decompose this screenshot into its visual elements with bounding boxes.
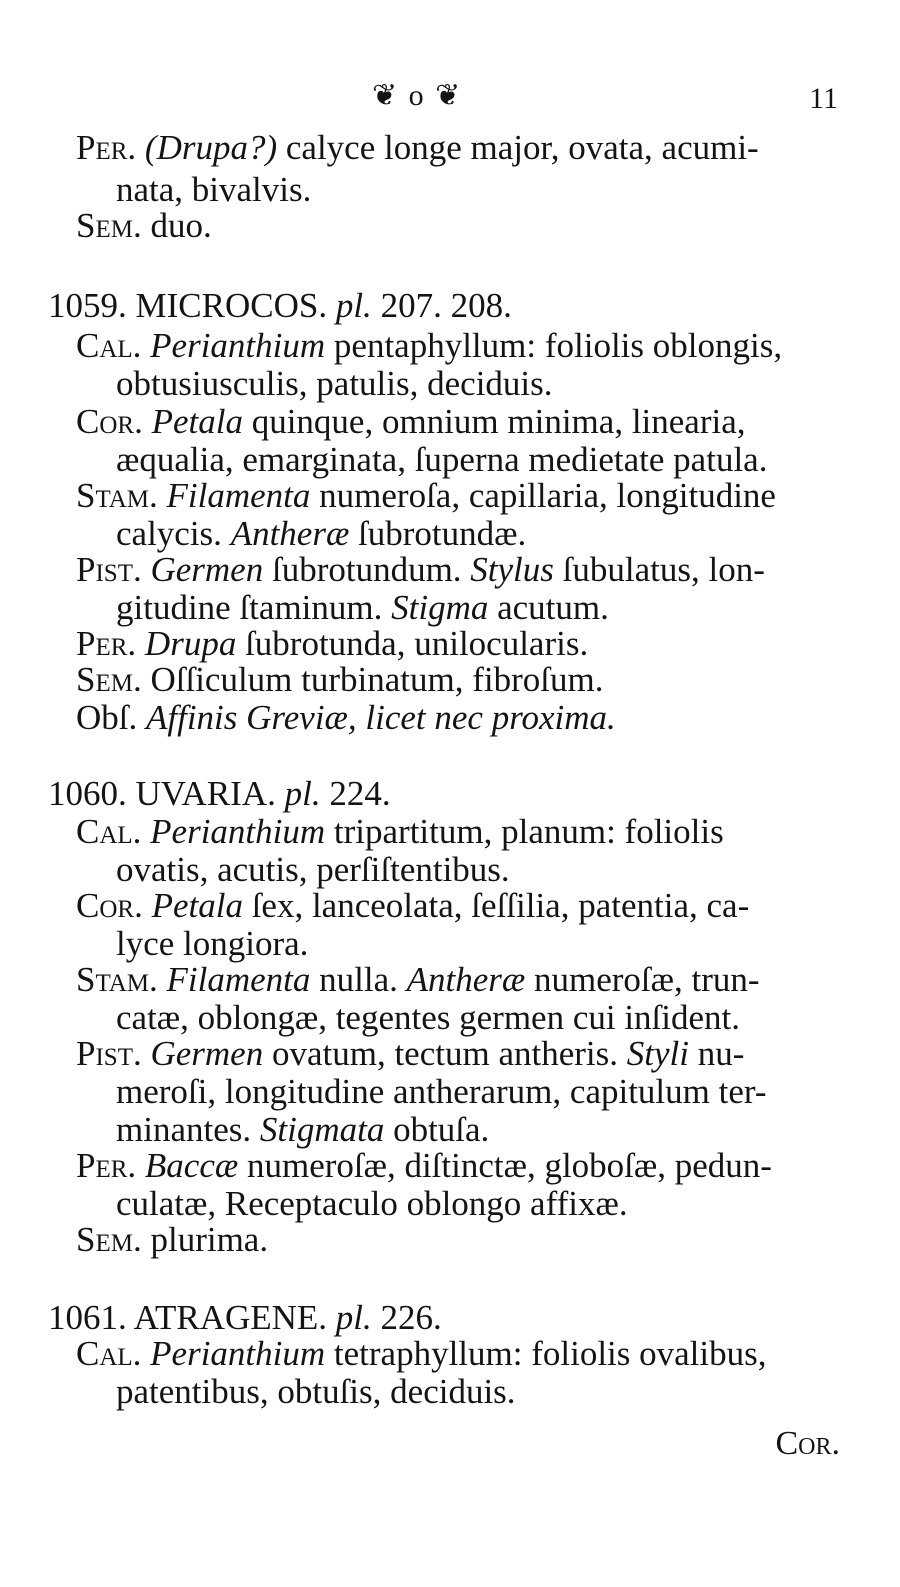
- text-segment: .: [132, 1034, 151, 1073]
- text-segment: . plurima.: [132, 1220, 269, 1259]
- text-segment: calycis.: [116, 514, 231, 553]
- text-segment: Petala: [151, 886, 243, 925]
- text-line: [116, 1110, 489, 1150]
- text-line: [116, 588, 609, 628]
- text-segment: gitudine ſtaminum.: [116, 588, 392, 627]
- text-segment: Per: [76, 1146, 128, 1185]
- header-ornament: ❦ o ❦: [372, 79, 463, 112]
- text-segment: numeroſæ, diſtinctæ, globoſæ, pedun-: [238, 1146, 772, 1185]
- entry-heading: [48, 1298, 442, 1338]
- text-line: [76, 812, 724, 852]
- text-segment: Sem: [76, 206, 133, 245]
- text-segment: 1061.: [48, 1298, 127, 1337]
- text-segment: Stam: [76, 960, 150, 999]
- text-segment: .: [132, 1334, 151, 1373]
- text-line: [76, 476, 776, 516]
- text-segment: Perianthium: [150, 326, 326, 365]
- text-segment: Perianthium: [150, 1334, 326, 1373]
- text-segment: ſubrotunda, unilocularis.: [236, 624, 589, 663]
- text-segment: Sem: [76, 1220, 133, 1259]
- text-segment: 224.: [320, 774, 391, 813]
- text-line: [116, 440, 767, 480]
- text-line: [76, 550, 765, 590]
- text-segment: Filamenta: [166, 960, 311, 999]
- text-segment: pl.: [275, 774, 321, 813]
- text-segment: minantes.: [116, 1110, 260, 1149]
- text-line: [76, 886, 749, 926]
- text-segment: Stam: [76, 476, 150, 515]
- text-segment: . duo.: [132, 206, 212, 245]
- text-segment: Petala: [151, 402, 243, 441]
- entry-heading: [48, 286, 512, 326]
- text-segment: nu-: [688, 1034, 745, 1073]
- text-segment: . Oſſiculum turbinatum, fibroſum.: [132, 660, 604, 699]
- page-number: 11: [809, 82, 838, 115]
- text-line: [116, 364, 553, 404]
- text-line: [76, 960, 760, 1000]
- text-segment: MICROCOS.: [126, 286, 328, 325]
- text-segment: .: [149, 960, 167, 999]
- text-segment: meroſi, longitudine antherarum, capitulum ter-: [116, 1072, 767, 1111]
- text-segment: ſubrotundæ.: [349, 514, 527, 553]
- text-line: [76, 698, 616, 738]
- text-segment: .: [127, 128, 137, 167]
- text-segment: Cal: [76, 1334, 133, 1373]
- text-line: [76, 660, 603, 700]
- text-segment: culatæ, Receptaculo oblongo affixæ.: [116, 1184, 628, 1223]
- text-segment: Baccæ: [144, 1146, 239, 1185]
- text-segment: Cal: [76, 326, 133, 365]
- text-segment: Antheræ: [230, 514, 350, 553]
- text-line: [116, 850, 510, 890]
- text-segment: Obſ.: [76, 698, 146, 737]
- text-segment: .: [134, 886, 152, 925]
- text-segment: pl.: [327, 286, 372, 325]
- text-segment: Germen: [150, 550, 264, 589]
- entry-heading: [48, 774, 391, 814]
- text-segment: pentaphyllum: foliolis oblongis,: [325, 326, 783, 365]
- text-segment: ſex, lanceolata, ſeſſilia, patentia, ca-: [242, 886, 750, 925]
- text-segment: Stylus: [470, 550, 554, 589]
- text-line: [116, 924, 308, 964]
- text-line: [76, 402, 746, 442]
- text-segment: Stigma: [391, 588, 489, 627]
- text-segment: Styli: [626, 1034, 689, 1073]
- text-segment: Filamenta: [166, 476, 311, 515]
- text-segment: Cal: [76, 812, 133, 851]
- text-segment: Antheræ: [406, 960, 526, 999]
- text-segment: ATRAGENE.: [126, 1298, 328, 1337]
- text-segment: obtusiusculis, patulis, deciduis.: [116, 364, 553, 403]
- text-line: [76, 128, 759, 168]
- text-segment: Cor: [76, 886, 135, 925]
- text-segment: quinque, omnium minima, linearia,: [242, 402, 746, 441]
- text-line: [116, 1184, 628, 1224]
- text-segment: Pist: [76, 1034, 133, 1073]
- text-segment: Perianthium: [150, 812, 326, 851]
- text-segment: .: [149, 476, 167, 515]
- text-segment: patentibus, obtuſis, deciduis.: [116, 1372, 516, 1411]
- text-line: [76, 1220, 268, 1260]
- text-segment: obtuſa.: [384, 1110, 490, 1149]
- text-segment: ovatum, tectum antheris.: [263, 1034, 627, 1073]
- text-segment: Pist: [76, 550, 133, 589]
- text-segment: ſubulatus, lon-: [553, 550, 765, 589]
- text-line: [116, 514, 526, 554]
- text-segment: catæ, oblongæ, tegentes germen cui inſident.: [116, 998, 741, 1037]
- text-segment: 1059.: [48, 286, 127, 325]
- text-segment: .: [132, 326, 151, 365]
- text-segment: acutum.: [488, 588, 609, 627]
- text-line: [76, 1146, 772, 1186]
- text-segment: .: [132, 812, 151, 851]
- text-line: [116, 170, 311, 210]
- text-segment: .: [132, 550, 151, 589]
- text-line: [116, 1072, 767, 1112]
- text-segment: 1060.: [48, 774, 127, 813]
- text-line: [116, 998, 740, 1038]
- text-segment: Per: [76, 624, 128, 663]
- text-segment: Germen: [150, 1034, 264, 1073]
- text-segment: Stigmata: [259, 1110, 385, 1149]
- text-line: [76, 624, 588, 664]
- text-line: [76, 1334, 767, 1374]
- text-segment: Affinis Greviæ, licet nec proxima.: [146, 698, 616, 737]
- text-segment: nata, bivalvis.: [116, 170, 312, 209]
- text-segment: nulla.: [310, 960, 407, 999]
- text-segment: lyce longiora.: [116, 924, 309, 963]
- text-segment: tetraphyllum: foliolis ovalibus,: [325, 1334, 767, 1373]
- text-line: [76, 206, 212, 246]
- text-segment: Sem: [76, 660, 133, 699]
- text-segment: Per: [76, 128, 128, 167]
- text-segment: .: [127, 1146, 145, 1185]
- text-segment: Drupa: [144, 624, 237, 663]
- text-segment: pl.: [327, 1298, 372, 1337]
- text-segment: æqualia, emarginata, ſuperna medietate patula.: [116, 440, 768, 479]
- text-segment: UVARIA.: [126, 774, 276, 813]
- text-segment: 207. 208.: [371, 286, 512, 325]
- text-segment: (Drupa?): [136, 128, 278, 167]
- text-line: [76, 1034, 744, 1074]
- text-segment: 226.: [371, 1298, 442, 1337]
- running-header: [0, 78, 900, 118]
- catchword: Cor.: [775, 1425, 840, 1462]
- text-segment: ſubrotundum.: [263, 550, 471, 589]
- text-segment: numeroſa, capillaria, longitudine: [310, 476, 776, 515]
- text-segment: numeroſæ, trun-: [525, 960, 760, 999]
- text-segment: .: [127, 624, 145, 663]
- text-segment: ovatis, acutis, perſiſtentibus.: [116, 850, 510, 889]
- text-segment: .: [134, 402, 152, 441]
- text-line: [76, 326, 782, 366]
- text-segment: Cor: [76, 402, 135, 441]
- text-segment: tripartitum, planum: foliolis: [325, 812, 724, 851]
- text-segment: calyce longe major, ovata, acumi-: [277, 128, 759, 167]
- text-line: [116, 1372, 516, 1412]
